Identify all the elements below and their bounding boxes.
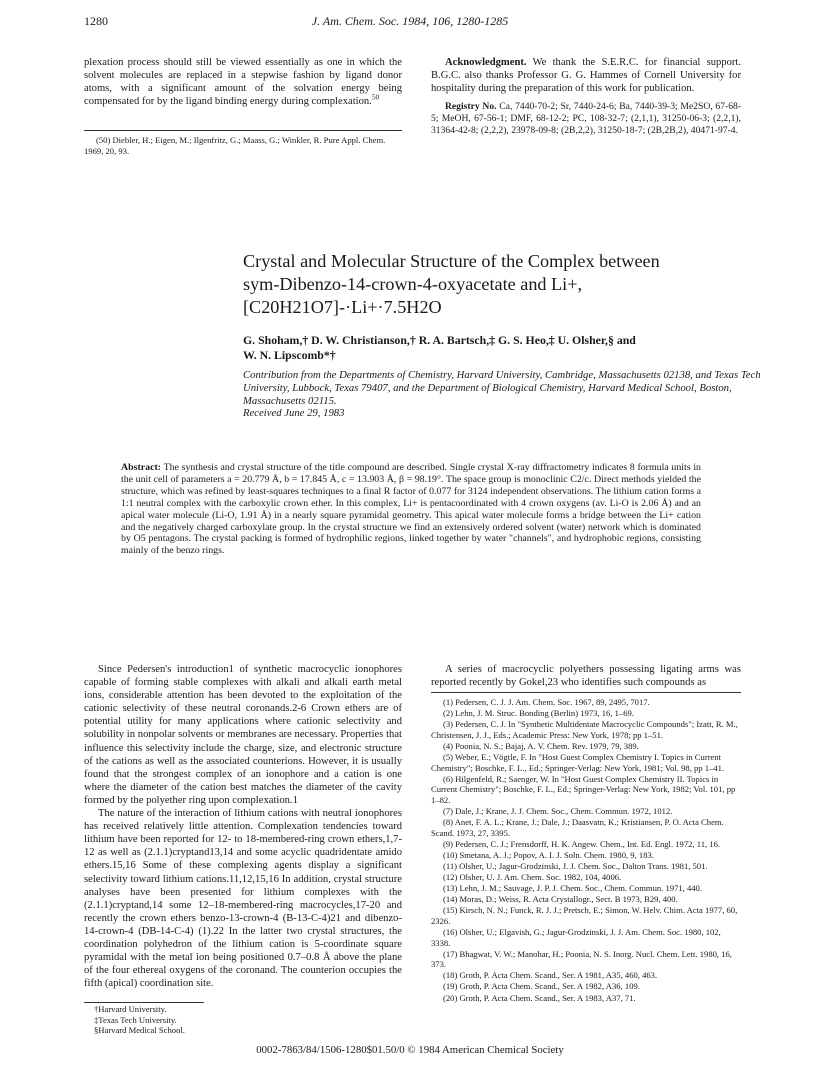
- authors: [243, 333, 763, 363]
- affiliation: Contribution from the Departments of Chemistry, Harvard University, Cambridge, Massachusetts 02138, and Texas Tech University, Lubbock, Texas 79407, and the Department of Biological Chemistry, Harvard Medical School, Boston, Massachusetts 02115.: [243, 369, 761, 407]
- affiliation-notes-divider: [84, 1002, 204, 1003]
- body-right-paragraph: A series of macrocyclic polyethers possessing ligating arms was reported recently by Gokel,23 who identifies such compounds as: [431, 664, 741, 689]
- reference-item: (14) Moras, D.; Weiss, R. Acta Crystallogr., Sect. B 1973, B29, 400.: [443, 894, 678, 905]
- journal-header: J. Am. Chem. Soc. 1984, 106, 1280-1285: [311, 14, 509, 28]
- page-footer: 0002-7863/84/1506-1280$01.50/0 © 1984 American Chemical Society: [256, 1044, 564, 1056]
- reference-item: (15) Kirsch, N. N.; Funck, R. J. J.; Pretsch, E.; Simon, W. Helv. Chim. Acta 1977, 60, 2326.: [431, 905, 738, 926]
- reference-item: (12) Olsher, U. J. Am. Chem. Soc. 1982, 104, 4006.: [443, 872, 622, 882]
- prev-article-paragraph: plexation process should still be viewed essentially as one in which the solvent molecules are replaced in a stepwise fashion by ligand donor atoms, with a significant amount of the solvation energy being compensated for by the ligand binding energy during complexation.: [84, 57, 402, 108]
- reference-item: (1) Pedersen, C. J. J. Am. Chem. Soc. 1967, 89, 2495, 7017.: [443, 697, 650, 707]
- acknowledgment-text: We thank the S.E.R.C. for financial support. B.G.C. also thanks Professor G. G. Hammes of Cornell University for hospitality during the preparation of this work for publication.: [431, 57, 741, 95]
- affiliation-block: [243, 369, 763, 420]
- footnote-divider: [84, 130, 402, 131]
- footnote-marker: 50: [371, 92, 380, 102]
- authors-line-2: W. N. Lipscomb*†: [243, 348, 336, 362]
- reference-item: (16) Olsher, U.; Elgavish, G.; Jagur-Grodzinski, J. J. Am. Chem. Soc. 1980, 102, 3338.: [431, 926, 721, 948]
- reference-item: (2) Lehn, J. M. Struc. Bonding (Berlin) 1973, 16, 1–69.: [443, 708, 634, 719]
- body-right-column: [431, 663, 741, 689]
- title-line-1: Crystal and Molecular Structure of the Complex between: [243, 251, 660, 271]
- reference-item: (3) Pedersen, C. J. In "Synthetic Multidentate Macrocyclic Compounds"; Izatt, R. M., Christensen, J. J., Eds.; Academic Press: New York, 1978; pp 1–51.: [431, 719, 738, 740]
- authors-line-1: G. Shoham,† D. W. Christianson,† R. A. Bartsch,‡ G. S. Heo,‡ U. Olsher,§ and: [243, 333, 636, 347]
- reference-item: (19) Groth, P. Acta Chem. Scand., Ser. A 1982, A36, 109.: [443, 981, 640, 992]
- body-paragraph-1: Since Pedersen's introduction1 of synthetic macrocyclic ionophores capable of forming stable complexes with alkali and alkali earth metal ions, considerable attention has been devoted to the exploitation of the cationic selectivity of these neutral coronands.2-6 Crown ethers are of potential utility for many applications where cationic selectivity and solubility in nonpolar solvents or membranes are necessary. Properties that influence this selectivity include the charge, size, and electronic structure of the cations as well as the associated counterions. However, it is usually found that the strongest complex of an ionophore and a cation is one where the diameter of the cation best matches the diameter of the cavity formed by the polyether ring upon complexation.1: [84, 664, 402, 806]
- affiliation-notes: [84, 1004, 402, 1036]
- registry-text: Ca, 7440-70-2; Sr, 7440-24-6; Ba, 7440-39-3; Me2SO, 67-68-5; MeOH, 67-56-1; DMF, 68-12-2; PC, 108-32-7; (2,1,1), 31250-06-3; (2,2,1), 31364-42-8; (2,2,2), 23978-09-8; (2B,2,2), 31250-18-7; (2B,2B,2), 40471-97-4.: [431, 101, 742, 137]
- references-list: [431, 697, 741, 1004]
- affil-note-medical: §Harvard Medical School.: [94, 1025, 185, 1036]
- abstract-text: The synthesis and crystal structure of the title compound are described. Single crystal X-ray diffractometry indicates 8 formula units in the unit cell of parameters a = 20.779 Å, b = 17.845 Å, c = 13.903 Å, β = 98.19°. The space group is monoclinic C2/c. Direct methods yielded the structure, which was refined by least-squares techniques to a final R factor of 0.077 for 3124 independent observations. The lithium cation forms a 1:1 neutral complex with the carboxylic crown ether. In this complex, Li+ is pentacoordinated with 4 crown oxygens (av. Li-O is 2.06 Å) and an apical water molecule (Li-O, 1.91 Å) in a nearly square pyramidal geometry. This apical water molecule forms a bridge between the Li+ cation and the negatively charged carboxylate group. In the crystal structure we find an extensively ordered solvent (water) network which is dominated by O5 pentagons. The crystal packing is formed of hydrophilic regions, linked together by water "channels", and hydrophobic regions, consisting mainly of the benzo rings.: [121, 462, 701, 557]
- abstract-label: Abstract:: [121, 462, 162, 473]
- affil-note-texas: ‡Texas Tech University.: [94, 1014, 177, 1025]
- reference-item: (11) Olsher, U.; Jagur-Grodzinski, J. J. Chem. Soc., Dalton Trans. 1981, 501.: [443, 860, 708, 871]
- reference-item: (10) Smetana, A. J.; Popov, A. I. J. Soln. Chem. 1980, 9, 183.: [443, 849, 654, 860]
- prev-article-right: [431, 56, 741, 137]
- prev-article-left: [84, 56, 402, 108]
- received-date: Received June 29, 1983: [243, 407, 345, 420]
- reference-item: (17) Bhagwat, V. W.; Manohar, H.; Poonia, N. S. Inorg. Nucl. Chem. Lett. 1980, 16, 373.: [431, 948, 732, 970]
- page-number: 1280: [84, 14, 108, 28]
- reference-item: (18) Groth, P. Acta Chem. Scand., Ser. A 1981, A35, 460, 463.: [443, 970, 658, 981]
- reference-item: (4) Poonia, N. S.; Bajaj, A. V. Chem. Rev. 1979, 79, 389.: [443, 740, 639, 751]
- reference-item: (8) Anet, F. A. L.; Krane, J.; Dale, J.; Daasvatn, K.; Kristiansen, P. O. Acta Chem. Scand. 1973, 27, 3395.: [431, 817, 724, 838]
- reference-item: (5) Weber, E.; Vögtle, F. In "Host Guest Complex Chemistry I. Topics in Current Chemistry"; Boschke, F. L., Ed.; Springer-Verlag: New York, 1981; Vol. 98, pp 1–41.: [431, 751, 725, 773]
- reference-item: (6) Hilgenfeld, R.; Saenger, W. In "Host Guest Complex Chemistry II. Topics in Current Chemistry"; Boschke, F. L., Ed.; Springer-Verlag: New York, 1982; Vol. 101, pp 1–82.: [431, 773, 736, 805]
- registry-label: Registry No.: [445, 101, 497, 113]
- reference-item: (13) Lehn, J. M.; Sauvage, J. P. J. Chem. Soc., Chem. Commun. 1971, 440.: [443, 883, 702, 894]
- reference-item: (9) Pedersen, C. J.; Frensdorff, H. K. Angew. Chem., Int. Ed. Engl. 1972, 11, 16.: [443, 838, 721, 849]
- affil-note-harvard: †Harvard University.: [94, 1004, 167, 1014]
- reference-item: (20) Groth, P. Acta Chem. Scand., Ser. A 1983, A37, 71.: [443, 992, 636, 1003]
- reference-item: (7) Dale, J.; Krane, J. J. Chem. Soc., Chem. Commun. 1972, 1012.: [443, 805, 673, 816]
- abstract: [121, 462, 701, 557]
- references-divider: [431, 692, 741, 693]
- prev-article-footnotes: [84, 135, 402, 157]
- article-title: [243, 250, 763, 319]
- acknowledgment-label: Acknowledgment.: [445, 57, 527, 68]
- body-paragraph-2: The nature of the interaction of lithium cations with neutral ionophores has received relatively little attention. Complexation tendencies toward lithium have been reported for 12- to 18-membered-ring crown ethers,1,7-12 as well as (2.1.1)cryptand13,14 and some acyclic quadridentate amido ethers.15,16 Some of these complexing agents display a significant selectivity toward lithium cations.11,12,15,16 In addition, crystal structure analyses have been presented for lithium complexes with the (2.1.1)cryptand,14 some 12–18-membered-ring macrocycles,17-20 and recently the crown ethers benzo-13-crown-4 (B-13-C-4)21 and dibenzo-14-crown-4 (DB-14-C-4) (1).22 In the latter two crystal structures, the coordination polyhedron of the lithium cation is 5-coordinate square pyramidal with the metal ion being positioned 0.7–0.8 Å above the plane of the four ethereal oxygens of the coronand. The counterion occupies the fifth (apical) coordination site.: [84, 808, 402, 990]
- title-line-3: [C20H21O7]-·Li+·7.5H2O: [243, 297, 442, 317]
- title-line-2: sym-Dibenzo-14-crown-4-oxyacetate and Li+,: [243, 274, 583, 294]
- body-left-column: [84, 663, 402, 990]
- footnote-50: (50) Diebler, H.; Eigen, M.; Ilgenfritz, G.; Maass, G.; Winkler, R. Pure Appl. Chem. 1969, 20, 93.: [84, 135, 386, 156]
